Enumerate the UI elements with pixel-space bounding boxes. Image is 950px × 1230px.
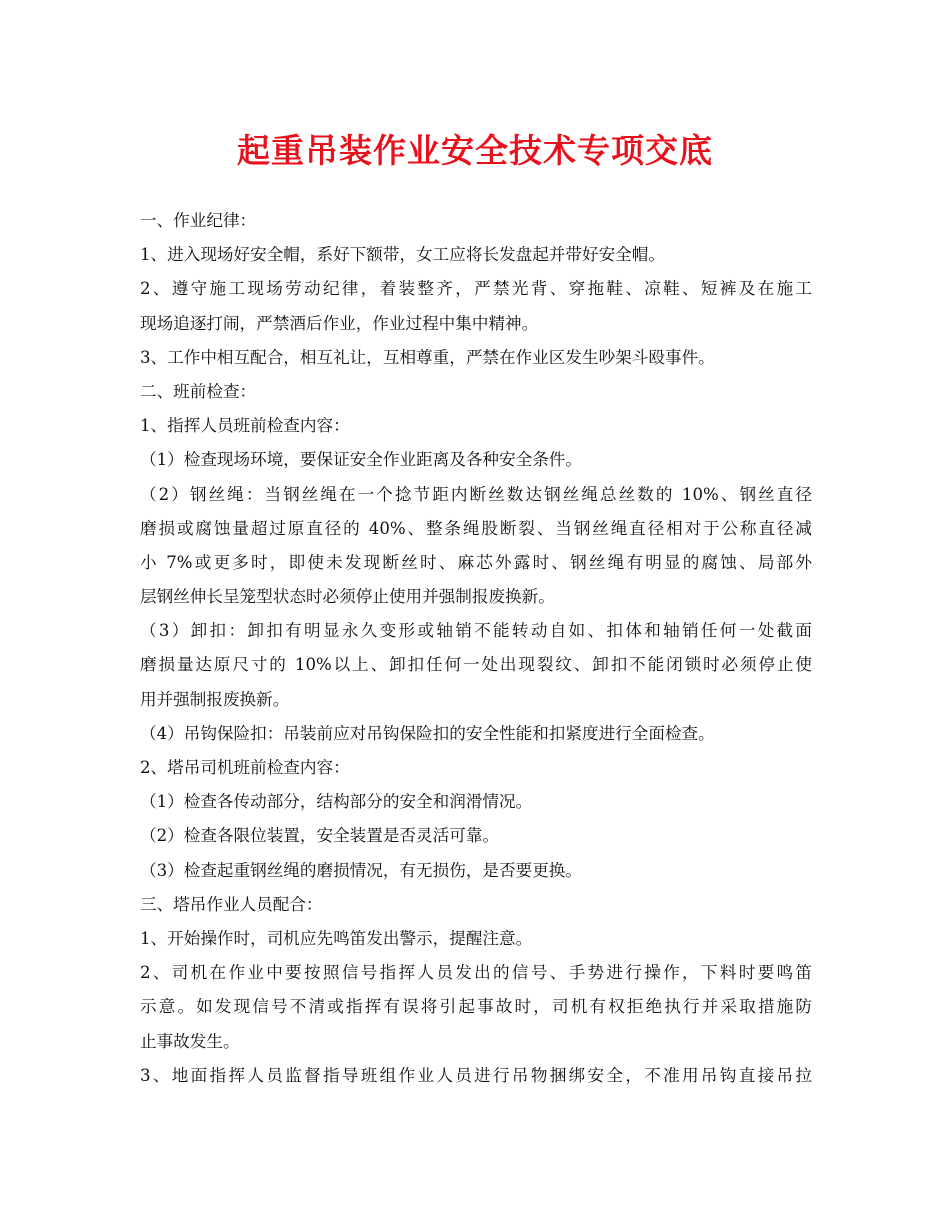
text-line: （1）检查现场环境，要保证安全作业距离及各种安全条件。: [140, 450, 582, 470]
text-line: （1）检查各传动部分，结构部分的安全和润滑情况。: [140, 792, 533, 812]
text-line: 止事故发生。: [140, 1031, 240, 1051]
text-line: 磨损量达原尺寸的 10%以上、卸扣任何一处出现裂纹、卸扣不能闭锁时必须停止使: [140, 655, 812, 675]
text-line: 磨损或腐蚀量超过原直径的 40%、整条绳股断裂、当钢丝绳直径相对于公称直径减: [140, 518, 812, 538]
text-line: 2、遵守施工现场劳动纪律，着装整齐，严禁光背、穿拖鞋、凉鞋、短裤及在施工: [140, 279, 812, 299]
text-line: 2、塔吊司机班前检查内容：: [140, 758, 350, 777]
text-line: 1、指挥人员班前检查内容：: [140, 416, 350, 436]
text-line: （3）卸扣：卸扣有明显永久变形或轴销不能转动自如、扣体和轴销任何一处截面: [140, 621, 812, 641]
text-line: 3、地面指挥人员监督指导班组作业人员进行吊物捆绑安全，不准用吊钩直接吊拉: [140, 1065, 812, 1085]
text-line: 小 7%或更多时，即使未发现断丝时、麻芯外露时、钢丝绳有明显的腐蚀、局部外: [140, 552, 812, 572]
text-line: 3、工作中相互配合，相互礼让，互相尊重，严禁在作业区发生吵架斗殴事件。: [140, 347, 715, 367]
text-line: 1、进入现场好安全帽，系好下额带，女工应将长发盘起并带好安全帽。: [140, 245, 665, 265]
text-line: 1、开始操作时，司机应先鸣笛发出警示，提醒注意。: [140, 928, 533, 948]
document-title: 起重吊装作业安全技术专项交底: [237, 131, 713, 170]
document-body: [140, 204, 812, 1093]
text-line: 用并强制报废换新。: [140, 689, 290, 709]
text-line: 三、塔吊作业人员配合：: [140, 894, 323, 914]
text-line: 现场追逐打闹，严禁酒后作业，作业过程中集中精神。: [140, 313, 539, 333]
text-line: （3）检查起重钢丝绳的磨损情况，有无损伤，是否要更换。: [140, 860, 582, 880]
text-line: 层钢丝伸长呈笼型状态时必须停止使用并强制报废换新。: [140, 587, 555, 607]
text-line: （2）检查各限位装置，安全装置是否灵活可靠。: [140, 826, 500, 846]
text-line: 2、司机在作业中要按照信号指挥人员发出的信号、手势进行操作，下料时要鸣笛: [140, 963, 812, 983]
text-line: 一、作业纪律：: [140, 211, 257, 230]
text-line: 二、班前检查：: [140, 381, 257, 401]
text-line: （2）钢丝绳：当钢丝绳在一个捻节距内断丝数达钢丝绳总丝数的 10%、钢丝直径: [140, 484, 812, 504]
text-line: 示意。如发现信号不清或指挥有误将引起事故时，司机有权拒绝执行并采取措施防: [140, 997, 812, 1017]
text-line: （4）吊钩保险扣：吊装前应对吊钩保险扣的安全性能和扣紧度进行全面检查。: [140, 723, 715, 743]
